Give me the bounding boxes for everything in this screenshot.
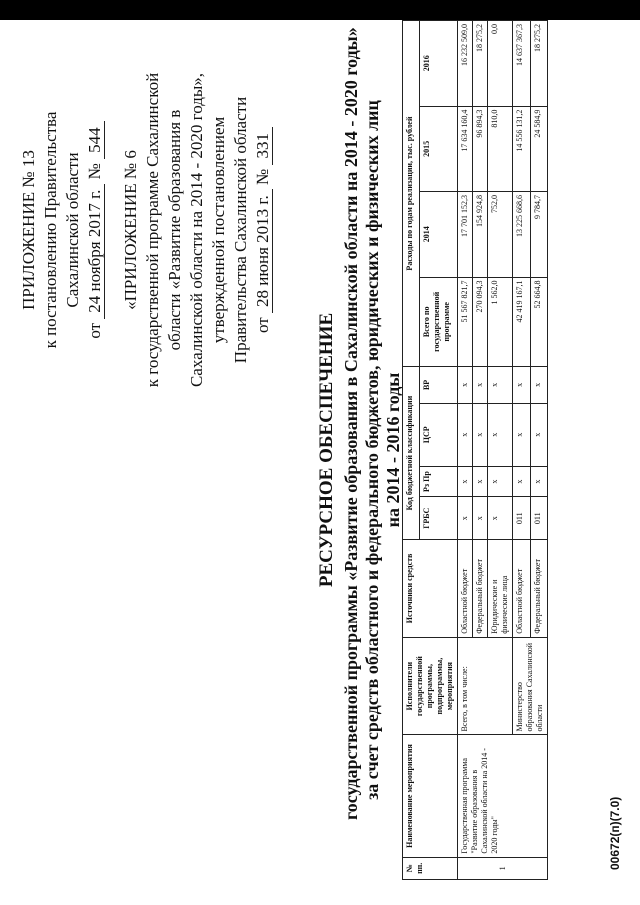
grbs-cell: 011 <box>513 497 531 540</box>
col-expenses: Расходы по годам реализации, тыс. рублей <box>403 21 420 367</box>
heading-line2: за счет средств областного и федерального бюджетов, юридических и физических лиц <box>362 100 382 800</box>
source-cell: Федеральный бюджет <box>530 540 548 638</box>
rzpr-cell: х <box>488 466 513 497</box>
rzpr-cell: х <box>473 466 488 497</box>
col-csr: ЦСР <box>419 403 458 466</box>
appendix-line2: Сахалинской области <box>63 152 82 308</box>
sub-appendix-date-prefix: от <box>253 317 272 333</box>
grbs-cell: х <box>458 497 473 540</box>
col-2016: 2016 <box>419 21 458 107</box>
total-cell: 42 419 167,1 <box>513 277 531 367</box>
y2014-cell: 13 225 668,6 <box>513 192 531 277</box>
appendix-date-prefix: от <box>85 322 104 339</box>
y2016-cell: 18 275,2 <box>473 21 488 107</box>
program-name: Государственная программа "Развитие образования в Сахалинской области на 2014 - 2020 годы" <box>458 735 548 857</box>
y2016-cell: 18 275,2 <box>530 21 548 107</box>
vr-cell: х <box>488 367 513 404</box>
document-heading <box>316 27 404 820</box>
col-grbs: ГРБС <box>419 497 458 540</box>
col-no: № пп. <box>403 857 458 879</box>
csr-cell: х <box>513 403 531 466</box>
sub-appendix-title: «ПРИЛОЖЕНИЕ № 6 <box>121 150 140 310</box>
y2014-cell: 9 784,7 <box>530 192 548 277</box>
heading-line3: на 2014 - 2016 годы <box>383 372 403 528</box>
col-total: Всего по государственной программе <box>419 277 458 367</box>
y2015-cell: 24 584,9 <box>530 106 548 191</box>
vr-cell: х <box>458 367 473 404</box>
total-cell: 52 664,8 <box>530 277 548 367</box>
col-2015: 2015 <box>419 106 458 191</box>
csr-cell: х <box>488 403 513 466</box>
executor-ministry: Министерство образования Сахалинской области <box>513 637 548 735</box>
vr-cell: х <box>530 367 548 404</box>
heading-title: РЕСУРСНОЕ ОБЕСПЕЧЕНИЕ <box>316 312 337 588</box>
appendix-number: 544 <box>85 121 105 159</box>
rzpr-cell: х <box>458 466 473 497</box>
appendix-num-prefix: № <box>85 163 104 180</box>
appendix-block <box>18 50 274 410</box>
grbs-cell: х <box>488 497 513 540</box>
col-budget-class: Код бюджетной классификации <box>403 367 420 540</box>
footer-code: 00672(п)(7.0) <box>608 796 622 870</box>
y2014-cell: 154 924,8 <box>473 192 488 277</box>
grbs-cell: 011 <box>530 497 548 540</box>
y2016-cell: 0,0 <box>488 21 513 107</box>
y2015-cell: 96 894,3 <box>473 106 488 191</box>
source-cell: Юридические и физические лица <box>488 540 513 638</box>
total-cell: 51 567 821,7 <box>458 277 473 367</box>
y2016-cell: 14 637 367,3 <box>513 21 531 107</box>
table-header-row-1 <box>403 21 420 880</box>
scan-border <box>0 0 640 20</box>
grbs-cell: х <box>473 497 488 540</box>
appendix-line1: к постановлению Правительства <box>41 111 60 349</box>
total-cell: 1 562,0 <box>488 277 513 367</box>
sub-appendix-line4: утвержденной постановлением <box>209 116 228 344</box>
csr-cell: х <box>458 403 473 466</box>
y2015-cell: 17 634 160,4 <box>458 106 473 191</box>
y2016-cell: 16 232 509,0 <box>458 21 473 107</box>
sub-appendix-number: 331 <box>253 127 273 165</box>
y2014-cell: 752,0 <box>488 192 513 277</box>
sub-appendix-line2: области «Развитие образования в <box>165 109 184 351</box>
col-rzpr: Рз Пр <box>419 466 458 497</box>
row-number: 1 <box>458 857 548 879</box>
col-executors: Исполнители государственной программы, подпрограммы, мероприятия <box>403 637 458 735</box>
vr-cell: х <box>513 367 531 404</box>
appendix-date-line <box>84 50 106 410</box>
y2015-cell: 810,0 <box>488 106 513 191</box>
table-row <box>458 21 473 880</box>
sub-appendix-line5: Правительства Сахалинской области <box>231 96 250 364</box>
appendix-title: ПРИЛОЖЕНИЕ № 13 <box>19 150 38 310</box>
vr-cell: х <box>473 367 488 404</box>
executor-total: Всего, в том числе: <box>458 637 513 735</box>
col-name: Наименование мероприятия <box>403 735 458 857</box>
rzpr-cell: х <box>513 466 531 497</box>
col-vr: ВР <box>419 367 458 404</box>
appendix-date: 24 ноября 2017 г. <box>85 184 105 319</box>
col-2014: 2014 <box>419 192 458 277</box>
spacer <box>106 50 120 410</box>
rzpr-cell: х <box>530 466 548 497</box>
sub-appendix-line1: к государственной программе Сахалинской <box>143 72 162 388</box>
sub-appendix-date-line <box>252 50 274 410</box>
col-sources: Источники средств <box>403 540 458 638</box>
sub-appendix-line3: Сахалинской области на 2014 - 2020 годы», <box>187 72 206 388</box>
y2015-cell: 14 556 131,2 <box>513 106 531 191</box>
source-cell: Областной бюджет <box>458 540 473 638</box>
rotated-content <box>10 20 630 880</box>
total-cell: 270 094,3 <box>473 277 488 367</box>
resource-table <box>402 20 548 880</box>
csr-cell: х <box>530 403 548 466</box>
source-cell: Областной бюджет <box>513 540 531 638</box>
csr-cell: х <box>473 403 488 466</box>
source-cell: Федеральный бюджет <box>473 540 488 638</box>
y2014-cell: 17 701 152,3 <box>458 192 473 277</box>
sub-appendix-num-prefix: № <box>253 168 272 185</box>
heading-line1: государственной программы «Развитие образования в Сахалинской области на 2014 - 2020 годы» <box>341 27 361 820</box>
sub-appendix-date: 28 июня 2013 г. <box>253 189 273 313</box>
